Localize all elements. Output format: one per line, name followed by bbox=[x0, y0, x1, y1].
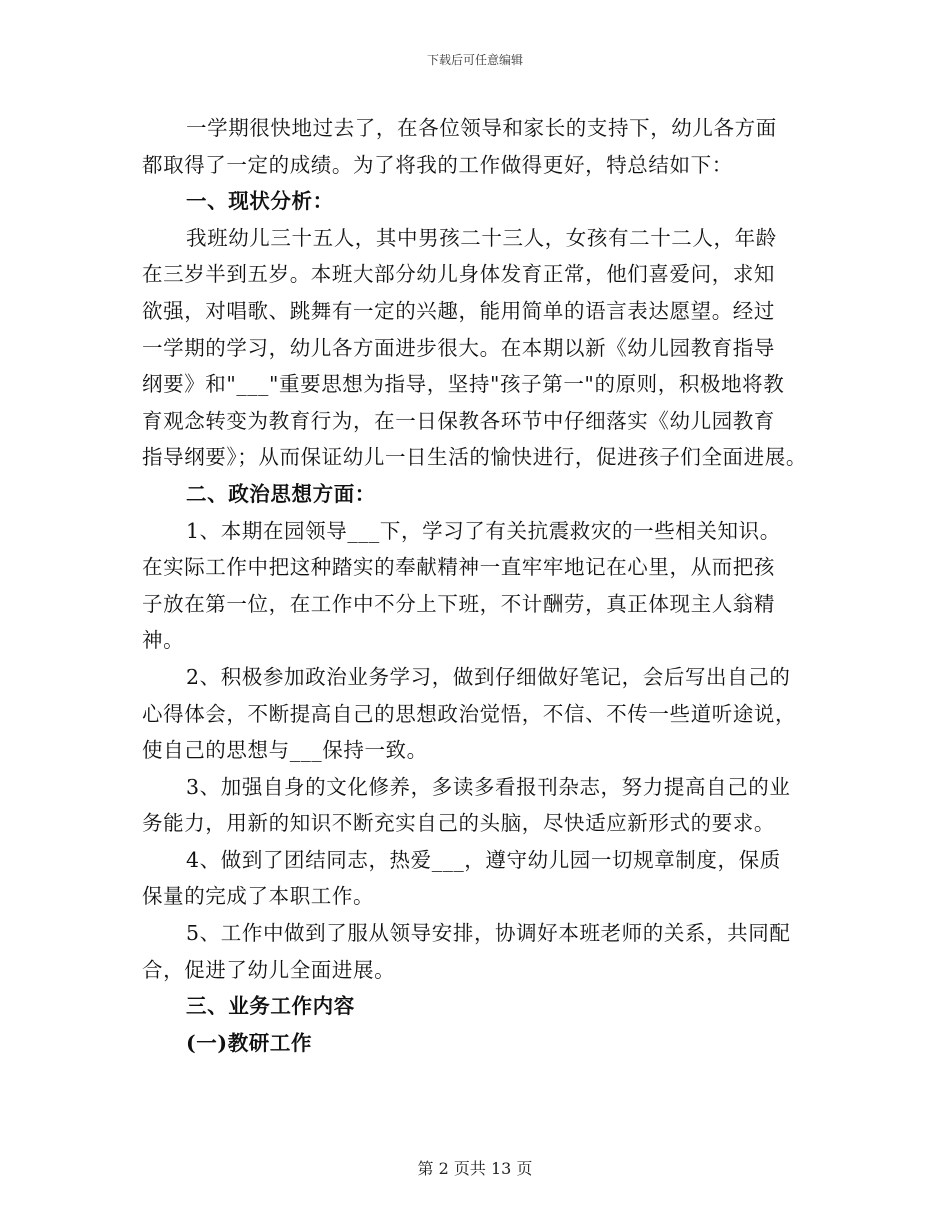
paragraph-line: 一学期很快地过去了，在各位领导和家长的支持下，幼儿各方面 bbox=[186, 116, 777, 140]
paragraph-line: 心得体会，不断提高自己的思想政治觉悟，不信、不传一些道听途说， bbox=[142, 701, 797, 726]
paragraph-line: 在三岁半到五岁。本班大部分幼儿身体发育正常，他们喜爱问，求知 bbox=[142, 262, 775, 287]
section-heading: 一、现状分析： bbox=[186, 189, 334, 214]
paragraph-line: 我班幼儿三十五人，其中男孩二十三人，女孩有二十二人，年龄 bbox=[186, 225, 777, 250]
paragraph-line: 合，促进了幼儿全面进展。 bbox=[142, 957, 396, 982]
paragraph-line: 子放在第一位，在工作中不分上下班，不计酬劳，真正体现主人翁精 bbox=[142, 591, 775, 616]
section-heading: 二、政治思想方面： bbox=[186, 481, 376, 506]
paragraph-line: 务能力，用新的知识不断充实自己的头脑，尽快适应新形式的要求。 bbox=[142, 811, 775, 836]
paragraph-line: 3、加强自身的文化修养，多读多看报刊杂志，努力提高自己的业 bbox=[186, 774, 791, 799]
paragraph-line: 育观念转变为教育行为，在一日保教各环节中仔细落实《幼儿园教育 bbox=[142, 408, 775, 433]
page-number-footer: 第 2 页共 13 页 bbox=[417, 1159, 533, 1178]
paragraph-line: 2、积极参加政治业务学习，做到仔细做好笔记，会后写出自己的 bbox=[186, 664, 791, 689]
paragraph-line: 在实际工作中把这种踏实的奉献精神一直牢牢地记在心里，从而把孩 bbox=[142, 555, 775, 580]
subsection-heading: (一)教研工作 bbox=[186, 1030, 313, 1055]
section-heading: 三、业务工作内容 bbox=[186, 994, 355, 1019]
paragraph-line: 都取得了一定的成绩。为了将我的工作做得更好，特总结如下： bbox=[142, 152, 733, 177]
paragraph-line: 保量的完成了本职工作。 bbox=[142, 884, 375, 909]
document-body bbox=[142, 110, 812, 1061]
paragraph-line: 1、本期在园领导___下，学习了有关抗震救灾的一些相关知识。 bbox=[186, 518, 781, 543]
paragraph-line: 欲强，对唱歌、跳舞有一定的兴趣，能用简单的语言表达愿望。经过 bbox=[142, 298, 775, 323]
paragraph-line: 指导纲要》；从而保证幼儿一日生活的愉快进行，促进孩子们全面进展。 bbox=[142, 445, 807, 470]
paragraph-line: 使自己的思想与___保持一致。 bbox=[142, 738, 428, 763]
paragraph-line: 一学期的学习，幼儿各方面进步很大。在本期以新《幼儿园教育指导 bbox=[142, 335, 775, 360]
paragraph-line: 4、做到了团结同志，热爱___，遵守幼儿园一切规章制度，保质 bbox=[186, 847, 781, 872]
paragraph-line: 5、工作中做到了服从领导安排，协调好本班老师的关系，共同配 bbox=[186, 921, 791, 946]
paragraph-line: 纲要》和"___"重要思想为指导，坚持"孩子第一"的原则，积极地将教 bbox=[142, 372, 785, 397]
page-header: 下载后可任意编辑 bbox=[426, 53, 523, 67]
paragraph-line: 神。 bbox=[142, 628, 185, 653]
